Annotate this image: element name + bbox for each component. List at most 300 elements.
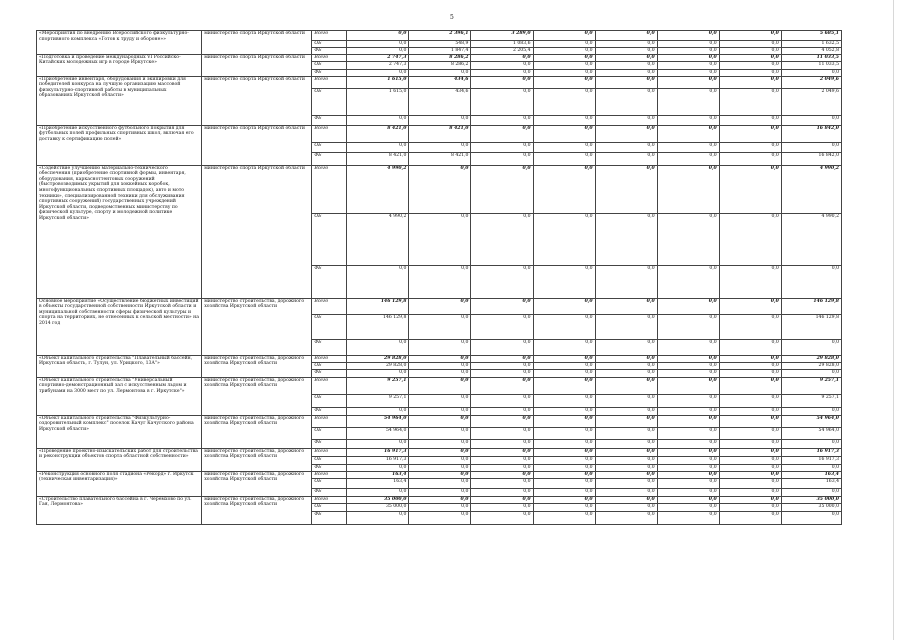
amount-cell: 2 747,3 <box>347 61 409 69</box>
responsible-executor: министерство строительства, дорожного хозяйства Иркутской области <box>202 448 312 471</box>
funding-source: Всего <box>312 471 347 478</box>
funding-source: Всего <box>312 76 347 88</box>
responsible-executor: министерство строительства, дорожного хозяйства Иркутской области <box>202 496 312 524</box>
amount-cell: 0,0 <box>409 478 471 488</box>
amount-cell: 0,0 <box>409 298 471 314</box>
amount-cell: 0,0 <box>347 69 409 76</box>
responsible-executor: министерство спорта Иркутской области <box>202 31 312 55</box>
amount-cell: 0,0 <box>471 511 533 524</box>
page-number: 5 <box>450 14 454 21</box>
funding-source: ФБ <box>312 339 347 355</box>
amount-cell: 0,0 <box>471 61 533 69</box>
amount-cell: 0,0 <box>471 76 533 88</box>
amount-cell: 0,0 <box>781 439 841 448</box>
amount-cell: 0,0 <box>657 427 719 439</box>
amount-cell: 4 990,2 <box>781 165 841 213</box>
funding-source: Всего <box>312 496 347 503</box>
funding-source: Всего <box>312 31 347 41</box>
amount-cell: 0,0 <box>595 298 657 314</box>
amount-cell: 0,0 <box>409 415 471 427</box>
activity-description: «Приобретение инвентаря, оборудования и экипировки для победителей конкурса на лучшую организацию массовой физкультурно-спортивной работы в муниципальных образованиях Иркутской области» <box>37 76 202 125</box>
amount-cell: 0,0 <box>781 511 841 524</box>
amount-cell: 146 129,8 <box>347 314 409 339</box>
activity-description: «Объект капитального строительства "Физкультурно-оздоровительный комплекс" поселок Качуг Качугского района Иркутской области» <box>37 415 202 448</box>
amount-cell: 0,0 <box>657 54 719 61</box>
amount-cell: 0,0 <box>719 142 781 152</box>
amount-cell: 0,0 <box>409 511 471 524</box>
amount-cell: 16 842,0 <box>781 152 841 165</box>
amount-cell: 0,0 <box>657 47 719 54</box>
amount-cell: 0,0 <box>719 61 781 69</box>
amount-cell: 0,0 <box>409 471 471 478</box>
amount-cell: 0,0 <box>409 394 471 407</box>
funding-source: ОБ <box>312 456 347 464</box>
amount-cell: 0,0 <box>657 355 719 362</box>
funding-source: Всего <box>312 54 347 61</box>
amount-cell: 0,0 <box>347 142 409 152</box>
funding-source: ФБ <box>312 464 347 471</box>
amount-cell: 0,0 <box>471 415 533 427</box>
amount-cell: 0,0 <box>719 47 781 54</box>
amount-cell: 2 396,1 <box>409 31 471 41</box>
amount-cell: 0,0 <box>719 407 781 415</box>
amount-cell: 29 828,0 <box>347 355 409 362</box>
amount-cell: 0,0 <box>719 31 781 41</box>
funding-source: ОБ <box>312 394 347 407</box>
amount-cell: 1 615,0 <box>347 88 409 115</box>
amount-cell: 0,0 <box>657 369 719 377</box>
amount-cell: 0,0 <box>347 31 409 41</box>
amount-cell: 0,0 <box>657 298 719 314</box>
amount-cell: 0,0 <box>471 314 533 339</box>
amount-cell: 2 049,6 <box>781 76 841 88</box>
amount-cell: 0,0 <box>409 265 471 298</box>
funding-source: ФБ <box>312 439 347 448</box>
amount-cell: 0,0 <box>347 47 409 54</box>
amount-cell: 0,0 <box>595 31 657 41</box>
amount-cell: 0,0 <box>347 488 409 496</box>
amount-cell: 0,0 <box>347 439 409 448</box>
amount-cell: 0,0 <box>657 115 719 125</box>
amount-cell: 0,0 <box>657 69 719 76</box>
funding-source: ОБ <box>312 41 347 48</box>
amount-cell: 0,0 <box>595 125 657 142</box>
amount-cell: 146 129,8 <box>781 298 841 314</box>
amount-cell: 0,0 <box>347 115 409 125</box>
amount-cell: 0,0 <box>657 471 719 478</box>
table-row <box>37 125 842 142</box>
funding-source: ОБ <box>312 314 347 339</box>
amount-cell: 54 964,0 <box>347 427 409 439</box>
amount-cell: 0,0 <box>471 355 533 362</box>
amount-cell: 0,0 <box>719 439 781 448</box>
amount-cell: 0,0 <box>719 41 781 48</box>
amount-cell: 0,0 <box>533 47 595 54</box>
table-row <box>37 76 842 88</box>
amount-cell: 0,0 <box>657 88 719 115</box>
amount-cell: 0,0 <box>719 76 781 88</box>
amount-cell: 0,0 <box>657 464 719 471</box>
amount-cell: 0,0 <box>781 115 841 125</box>
amount-cell: 1 632,5 <box>781 41 841 48</box>
amount-cell: 0,0 <box>595 496 657 503</box>
amount-cell: 0,0 <box>657 152 719 165</box>
table-row <box>37 298 842 314</box>
funding-source: Всего <box>312 298 347 314</box>
funding-source: Всего <box>312 125 347 142</box>
amount-cell: 0,0 <box>471 478 533 488</box>
amount-cell: 0,0 <box>595 61 657 69</box>
amount-cell: 2 049,6 <box>781 88 841 115</box>
amount-cell: 0,0 <box>595 76 657 88</box>
amount-cell: 0,0 <box>533 362 595 369</box>
amount-cell: 0,0 <box>409 503 471 511</box>
amount-cell: 548,9 <box>409 41 471 48</box>
amount-cell: 163,4 <box>781 478 841 488</box>
activity-description: «Приобретение искусственного футбольного покрытия для футбольных полей профильных спортивных школ, включая его доставку к сертификацию полей» <box>37 125 202 165</box>
amount-cell: 0,0 <box>409 165 471 213</box>
amount-cell: 0,0 <box>719 511 781 524</box>
responsible-executor: министерство строительства, дорожного хозяйства Иркутской области <box>202 471 312 496</box>
funding-source: Всего <box>312 355 347 362</box>
amount-cell: 11 033,5 <box>781 54 841 61</box>
amount-cell: 0,0 <box>657 415 719 427</box>
amount-cell: 0,0 <box>533 456 595 464</box>
table-row <box>37 54 842 61</box>
amount-cell: 0,0 <box>719 415 781 427</box>
table-row <box>37 415 842 427</box>
responsible-executor: министерство строительства, дорожного хозяйства Иркутской области <box>202 377 312 415</box>
amount-cell: 0,0 <box>533 503 595 511</box>
amount-cell: 0,0 <box>533 125 595 142</box>
activity-description: Основное мероприятие «Осуществление бюджетных инвестиций в объекты государственной собственности Иркутской области и муниципальной собственности сферы физической культуры и спорта на территориях, не отнесенных к сельской местности» на 2014 год <box>37 298 202 355</box>
amount-cell: 0,0 <box>595 314 657 339</box>
amount-cell: 0,0 <box>657 448 719 456</box>
amount-cell: 1 083,6 <box>471 41 533 48</box>
amount-cell: 0,0 <box>533 369 595 377</box>
amount-cell: 0,0 <box>657 478 719 488</box>
amount-cell: 0,0 <box>657 142 719 152</box>
amount-cell: 0,0 <box>595 362 657 369</box>
amount-cell: 0,0 <box>409 142 471 152</box>
amount-cell: 0,0 <box>409 427 471 439</box>
amount-cell: 0,0 <box>657 488 719 496</box>
amount-cell: 0,0 <box>471 439 533 448</box>
amount-cell: 0,0 <box>533 448 595 456</box>
amount-cell: 0,0 <box>719 427 781 439</box>
funding-source: ФБ <box>312 152 347 165</box>
amount-cell: 16 917,3 <box>781 456 841 464</box>
amount-cell: 0,0 <box>471 427 533 439</box>
amount-cell: 0,0 <box>409 369 471 377</box>
amount-cell: 0,0 <box>719 471 781 478</box>
amount-cell: 0,0 <box>781 464 841 471</box>
amount-cell: 0,0 <box>657 61 719 69</box>
table-row <box>37 471 842 478</box>
amount-cell: 0,0 <box>533 41 595 48</box>
activity-description: «Реконструкция основного поля стадиона «Рекорд» г. Иркутск (техническая инвентаризация)» <box>37 471 202 496</box>
amount-cell: 0,0 <box>595 456 657 464</box>
amount-cell: 0,0 <box>471 496 533 503</box>
amount-cell: 0,0 <box>471 213 533 265</box>
amount-cell: 0,0 <box>409 496 471 503</box>
amount-cell: 0,0 <box>657 41 719 48</box>
amount-cell: 0,0 <box>595 47 657 54</box>
activity-description: «Мероприятия по внедрению Всероссийского физкультурно-спортивного комплекса «Готов к труду и обороне»» <box>37 31 202 55</box>
amount-cell: 0,0 <box>719 115 781 125</box>
amount-cell: 0,0 <box>471 152 533 165</box>
amount-cell: 0,0 <box>409 407 471 415</box>
amount-cell: 0,0 <box>533 439 595 448</box>
amount-cell: 0,0 <box>347 369 409 377</box>
activity-description: «Строительство плавательного бассейна в г. Черемхово по ул. Гая, Лермонтова» <box>37 496 202 524</box>
table-row <box>37 165 842 213</box>
amount-cell: 0,0 <box>595 377 657 394</box>
amount-cell: 0,0 <box>719 488 781 496</box>
activity-description: «Подготовка и проведение международных VI Российско-Китайских молодежных игр в городе Иркутске» <box>37 54 202 76</box>
amount-cell: 0,0 <box>347 339 409 355</box>
amount-cell: 0,0 <box>471 69 533 76</box>
amount-cell: 0,0 <box>595 503 657 511</box>
amount-cell: 0,0 <box>719 125 781 142</box>
amount-cell: 0,0 <box>347 464 409 471</box>
amount-cell: 16 917,3 <box>781 448 841 456</box>
amount-cell: 0,0 <box>471 339 533 355</box>
funding-source: ФБ <box>312 265 347 298</box>
amount-cell: 0,0 <box>409 456 471 464</box>
amount-cell: 0,0 <box>657 503 719 511</box>
amount-cell: 0,0 <box>781 488 841 496</box>
funding-source: ФБ <box>312 488 347 496</box>
amount-cell: 0,0 <box>595 464 657 471</box>
amount-cell: 0,0 <box>409 115 471 125</box>
amount-cell: 0,0 <box>533 152 595 165</box>
amount-cell: 0,0 <box>781 142 841 152</box>
amount-cell: 0,0 <box>657 377 719 394</box>
amount-cell: 0,0 <box>595 355 657 362</box>
funding-source: ФБ <box>312 115 347 125</box>
responsible-executor: министерство спорта Иркутской области <box>202 76 312 125</box>
amount-cell: 0,0 <box>719 69 781 76</box>
funding-source: ОБ <box>312 362 347 369</box>
amount-cell: 3 289,0 <box>471 31 533 41</box>
amount-cell: 0,0 <box>471 142 533 152</box>
amount-cell: 0,0 <box>595 54 657 61</box>
amount-cell: 0,0 <box>409 464 471 471</box>
amount-cell: 0,0 <box>719 448 781 456</box>
amount-cell: 0,0 <box>533 265 595 298</box>
amount-cell: 0,0 <box>719 213 781 265</box>
amount-cell: 29 828,0 <box>781 355 841 362</box>
amount-cell: 16 917,3 <box>347 448 409 456</box>
amount-cell: 9 257,1 <box>347 394 409 407</box>
amount-cell: 0,0 <box>657 496 719 503</box>
funding-source: ОБ <box>312 503 347 511</box>
amount-cell: 0,0 <box>657 439 719 448</box>
amount-cell: 0,0 <box>533 213 595 265</box>
funding-source: Всего <box>312 165 347 213</box>
amount-cell: 0,0 <box>595 152 657 165</box>
amount-cell: 163,4 <box>781 471 841 478</box>
amount-cell: 163,4 <box>347 478 409 488</box>
amount-cell: 0,0 <box>533 496 595 503</box>
amount-cell: 0,0 <box>657 125 719 142</box>
amount-cell: 434,6 <box>409 76 471 88</box>
amount-cell: 0,0 <box>595 369 657 377</box>
amount-cell: 0,0 <box>533 511 595 524</box>
amount-cell: 0,0 <box>471 54 533 61</box>
amount-cell: 54 964,0 <box>781 415 841 427</box>
amount-cell: 0,0 <box>533 471 595 478</box>
amount-cell: 0,0 <box>471 471 533 478</box>
funding-source: ФБ <box>312 511 347 524</box>
amount-cell: 0,0 <box>409 448 471 456</box>
amount-cell: 0,0 <box>781 69 841 76</box>
funding-source: ОБ <box>312 61 347 69</box>
amount-cell: 0,0 <box>657 456 719 464</box>
funding-source: ОБ <box>312 427 347 439</box>
amount-cell: 4 990,2 <box>781 213 841 265</box>
funding-source: ФБ <box>312 407 347 415</box>
amount-cell: 0,0 <box>409 314 471 339</box>
amount-cell: 0,0 <box>719 503 781 511</box>
amount-cell: 0,0 <box>409 213 471 265</box>
budget-table <box>36 30 842 525</box>
amount-cell: 0,0 <box>595 142 657 152</box>
amount-cell: 2 747,3 <box>347 54 409 61</box>
amount-cell: 8 421,0 <box>409 152 471 165</box>
amount-cell: 8 421,0 <box>409 125 471 142</box>
amount-cell: 0,0 <box>781 339 841 355</box>
responsible-executor: министерство спорта Иркутской области <box>202 54 312 76</box>
amount-cell: 0,0 <box>409 377 471 394</box>
amount-cell: 4 990,2 <box>347 165 409 213</box>
amount-cell: 0,0 <box>719 339 781 355</box>
amount-cell: 0,0 <box>595 415 657 427</box>
table-row <box>37 31 842 41</box>
amount-cell: 434,6 <box>409 88 471 115</box>
responsible-executor: министерство спорта Иркутской области <box>202 125 312 165</box>
amount-cell: 0,0 <box>471 448 533 456</box>
responsible-executor: министерство строительства, дорожного хозяйства Иркутской области <box>202 298 312 355</box>
activity-description: «Объект капитального строительства "Плавательный бассейн, Иркутская область, г. Тулун, ул. Урицкого, 13А"» <box>37 355 202 377</box>
amount-cell: 9 257,1 <box>781 394 841 407</box>
amount-cell: 9 257,1 <box>347 377 409 394</box>
amount-cell: 0,0 <box>533 394 595 407</box>
amount-cell: 2 205,4 <box>471 47 533 54</box>
amount-cell: 0,0 <box>595 471 657 478</box>
amount-cell: 0,0 <box>533 427 595 439</box>
amount-cell: 0,0 <box>657 265 719 298</box>
amount-cell: 0,0 <box>657 165 719 213</box>
amount-cell: 0,0 <box>719 456 781 464</box>
amount-cell: 29 828,0 <box>347 362 409 369</box>
amount-cell: 0,0 <box>595 88 657 115</box>
amount-cell: 8 286,2 <box>409 61 471 69</box>
scan-edge <box>893 0 894 640</box>
amount-cell: 0,0 <box>471 407 533 415</box>
amount-cell: 0,0 <box>471 503 533 511</box>
amount-cell: 8 421,0 <box>347 152 409 165</box>
amount-cell: 0,0 <box>719 478 781 488</box>
amount-cell: 0,0 <box>533 298 595 314</box>
amount-cell: 0,0 <box>471 377 533 394</box>
amount-cell: 0,0 <box>471 125 533 142</box>
amount-cell: 146 129,8 <box>781 314 841 339</box>
amount-cell: 0,0 <box>719 265 781 298</box>
amount-cell: 0,0 <box>347 407 409 415</box>
amount-cell: 35 000,0 <box>781 503 841 511</box>
amount-cell: 0,0 <box>657 511 719 524</box>
amount-cell: 0,0 <box>533 31 595 41</box>
activity-description: «Проведение проектно-изыскательских работ для строительства и реконструкции объектов спорта областной собственности» <box>37 448 202 471</box>
amount-cell: 0,0 <box>471 165 533 213</box>
amount-cell: 0,0 <box>719 496 781 503</box>
amount-cell: 0,0 <box>409 339 471 355</box>
amount-cell: 0,0 <box>781 369 841 377</box>
amount-cell: 11 033,5 <box>781 61 841 69</box>
amount-cell: 0,0 <box>533 355 595 362</box>
amount-cell: 0,0 <box>719 88 781 115</box>
amount-cell: 29 828,0 <box>781 362 841 369</box>
table-row <box>37 377 842 394</box>
amount-cell: 0,0 <box>409 362 471 369</box>
amount-cell: 0,0 <box>719 369 781 377</box>
table-row <box>37 355 842 362</box>
amount-cell: 0,0 <box>533 488 595 496</box>
responsible-executor: министерство строительства, дорожного хозяйства Иркутской области <box>202 355 312 377</box>
table-row <box>37 496 842 503</box>
amount-cell: 0,0 <box>595 265 657 298</box>
amount-cell: 8 421,0 <box>347 125 409 142</box>
amount-cell: 0,0 <box>781 265 841 298</box>
amount-cell: 5 685,1 <box>781 31 841 41</box>
amount-cell: 0,0 <box>657 314 719 339</box>
responsible-executor: министерство строительства, дорожного хозяйства Иркутской области <box>202 415 312 448</box>
amount-cell: 0,0 <box>595 165 657 213</box>
amount-cell: 16 917,3 <box>347 456 409 464</box>
funding-source: ФБ <box>312 369 347 377</box>
amount-cell: 0,0 <box>595 407 657 415</box>
amount-cell: 1 615,0 <box>347 76 409 88</box>
amount-cell: 0,0 <box>657 213 719 265</box>
funding-source: ФБ <box>312 47 347 54</box>
amount-cell: 0,0 <box>533 464 595 471</box>
funding-source: Всего <box>312 415 347 427</box>
amount-cell: 0,0 <box>719 362 781 369</box>
amount-cell: 0,0 <box>533 415 595 427</box>
amount-cell: 0,0 <box>471 115 533 125</box>
amount-cell: 146 129,8 <box>347 298 409 314</box>
amount-cell: 0,0 <box>533 165 595 213</box>
amount-cell: 163,4 <box>347 471 409 478</box>
amount-cell: 0,0 <box>533 142 595 152</box>
amount-cell: 0,0 <box>595 339 657 355</box>
amount-cell: 0,0 <box>595 394 657 407</box>
amount-cell: 0,0 <box>595 41 657 48</box>
amount-cell: 0,0 <box>409 355 471 362</box>
amount-cell: 0,0 <box>595 69 657 76</box>
amount-cell: 0,0 <box>719 464 781 471</box>
amount-cell: 35 000,0 <box>347 496 409 503</box>
amount-cell: 0,0 <box>471 464 533 471</box>
amount-cell: 0,0 <box>595 448 657 456</box>
amount-cell: 4 990,2 <box>347 213 409 265</box>
amount-cell: 0,0 <box>409 69 471 76</box>
amount-cell: 0,0 <box>533 339 595 355</box>
funding-source: ОБ <box>312 478 347 488</box>
responsible-executor: министерство спорта Иркутской области <box>202 165 312 298</box>
